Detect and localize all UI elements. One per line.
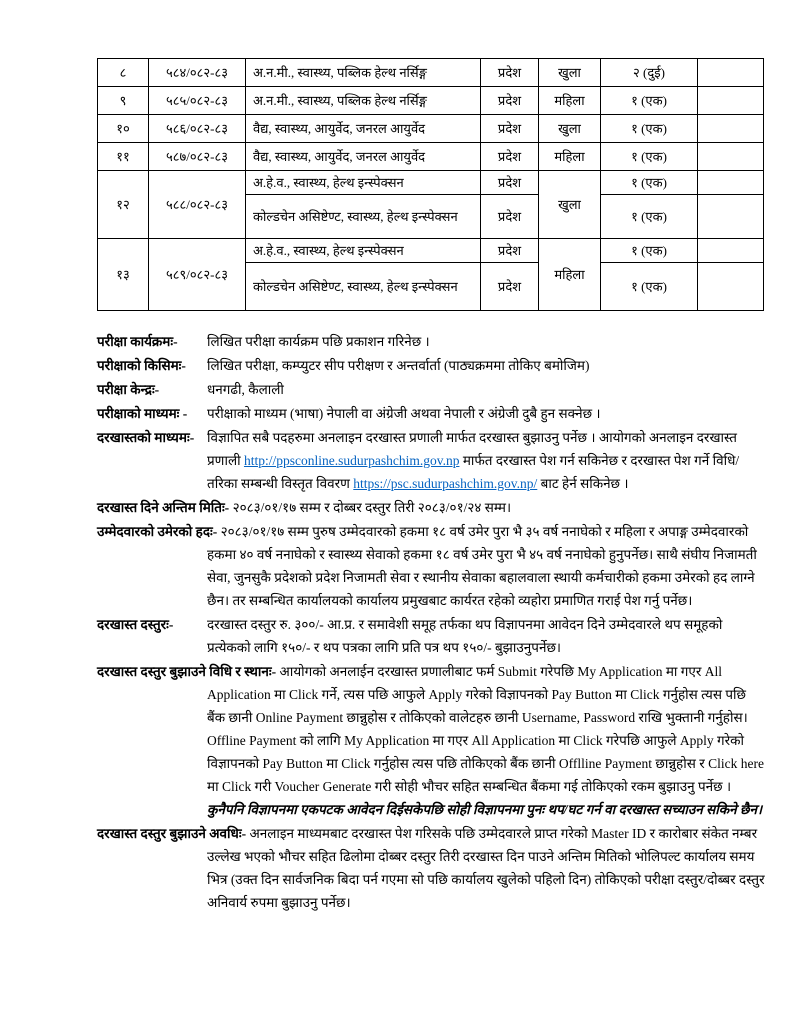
advt-no-cell: ५८६/०८२-८३ xyxy=(149,115,246,143)
exam-medium-row xyxy=(97,402,765,425)
fee-payment-method-row xyxy=(97,660,765,821)
fee-payment-method-value: आयोगको अनलाईन दरखास्त प्रणालीबाट फर्म Submit गरेपछि My Application मा गएर All Application मा Click गर्ने, त्यस पछि आफुले Apply गरेको विज्ञापनको Pay Button मा Click गर्नुहोस त्यस पछि बैंक छानी Online Payment छान्नुहोस र तोकिएको वालेटहरु छानी Username, Password राखि भुक्तानी गर्नुहोस। Offline Payment को लागि My Application मा गएर All Application मा Click गरेपछि आफुले Apply गरेको विज्ञापनको Pay Button मा Click गर्नुहोस त्यस पछि तोकिएको बैंक छानी Offlline Payment छान्नुहोस र Click here मा Click गरी Voucher Generate गरी सोही भौचर सहित सम्बन्धित बैंकमा गई तोकिएको रकम बुझाउनु पर्नेछ । xyxy=(207,664,764,794)
remarks-cell xyxy=(698,171,764,195)
vacancy-table xyxy=(97,58,764,311)
category-cell: खुला xyxy=(539,115,601,143)
ppsconline-link[interactable]: http://ppsconline.sudurpashchim.gov.np xyxy=(243,453,460,468)
application-medium-label: दरखास्तको माध्यमः- xyxy=(97,430,195,445)
sn-cell: ९ xyxy=(98,87,149,115)
category-cell: खुला xyxy=(539,171,601,239)
level-cell: प्रदेश xyxy=(481,195,539,239)
post-cell: अ.हे.व., स्वास्थ्य, हेल्थ इन्स्पेक्सन xyxy=(246,239,481,263)
exam-center-row xyxy=(97,378,765,401)
remarks-cell xyxy=(698,239,764,263)
table-row xyxy=(98,143,764,171)
level-cell: प्रदेश xyxy=(481,239,539,263)
post-cell: वैद्य, स्वास्थ्य, आयुर्वेद, जनरल आयुर्वेद xyxy=(246,115,481,143)
exam-type-row xyxy=(97,354,765,377)
level-cell: प्रदेश xyxy=(481,87,539,115)
level-cell: प्रदेश xyxy=(481,143,539,171)
age-limit-value: २०८३/०१/१७ सम्म पुरुष उम्मेदवारको हकमा १८ वर्ष उमेर पुरा भै ३५ वर्ष ननाघेको र महिला र अपाङ्ग उम्मेदवारको हकमा ४० वर्ष ननाघेको र स्वास्थ्य सेवाको हकमा १८ वर्ष उमेर पुरा भै ४५ वर्ष ननाघेको हुनुपर्नेछ। साथै संघीय निजामती सेवा, जुनसुकै प्रदेशको प्रदेश निजामती सेवा र स्थानीय सेवाका बहालवाला स्थायी कर्मचारीको हकमा उमेरको हद लाग्ने छैन। तर सम्बन्धित कार्यालयको कार्यालय प्रमुखबाट कार्यरत रहेको व्यहोरा प्रमाणित गराई पेश गर्नु पर्नेछ। xyxy=(207,524,757,608)
exam-program-value: लिखित परीक्षा कार्यक्रम पछि प्रकाशन गरिनेछ । xyxy=(207,334,430,349)
remarks-cell xyxy=(698,59,764,87)
sn-cell: १३ xyxy=(98,239,149,311)
application-medium-text: विज्ञापित सबै पदहरुमा अनलाइन दरखास्त प्रणाली मार्फत दरखास्त बुझाउनु पर्नेछ । आयोगको अनलाइन दरखास्त प्रणाली xyxy=(207,430,737,468)
remarks-cell xyxy=(698,195,764,239)
table-row xyxy=(98,115,764,143)
advt-no-cell: ५८५/०८२-८३ xyxy=(149,87,246,115)
category-cell: खुला xyxy=(539,59,601,87)
sn-cell: १० xyxy=(98,115,149,143)
fee-payment-period-row xyxy=(97,822,765,914)
fee-payment-period-label: दरखास्त दस्तुर बुझाउने अवधिः- xyxy=(97,826,247,841)
category-cell: महिला xyxy=(539,143,601,171)
application-medium-text: मार्फत दरखास्त पेश गर्न सकिनेछ र दरखास्त पेश गर्ने विधि/तरिका सम्बन्धी विस्तृत विवरण xyxy=(207,453,740,491)
advt-no-cell: ५८७/०८२-८३ xyxy=(149,143,246,171)
exam-center-value: धनगढी, कैलाली xyxy=(207,382,284,397)
application-deadline-row xyxy=(97,496,765,519)
exam-program-label: परीक्षा कार्यक्रमः- xyxy=(97,334,178,349)
advt-no-cell: ५८८/०८२-८३ xyxy=(149,171,246,239)
exam-center-label: परीक्षा केन्द्रः- xyxy=(97,382,160,397)
psc-website-link[interactable]: https://psc.sudurpashchim.gov.np/ xyxy=(353,476,538,491)
level-cell: प्रदेश xyxy=(481,263,539,311)
count-cell: १ (एक) xyxy=(601,143,698,171)
remarks-cell xyxy=(698,87,764,115)
age-limit-row xyxy=(97,520,765,612)
exam-medium-label: परीक्षाको माध्यमः - xyxy=(97,406,188,421)
count-cell: १ (एक) xyxy=(601,171,698,195)
category-cell: महिला xyxy=(539,87,601,115)
remarks-cell xyxy=(698,263,764,311)
application-deadline-value: २०८३/०१/१७ सम्म र दोब्बर दस्तुर तिरी २०८३/०१/२४ सम्म। xyxy=(229,500,512,515)
table-row xyxy=(98,87,764,115)
no-resubmission-note: कुनैपनि विज्ञापनमा एकपटक आवेदन दिईसकेपछि सोही विज्ञापनमा पुनः थप/घट गर्न वा दरखास्त सच्याउन सकिने छैन। xyxy=(207,802,763,817)
exam-program-row xyxy=(97,330,765,353)
count-cell: १ (एक) xyxy=(601,263,698,311)
exam-type-value: लिखित परीक्षा, कम्प्युटर सीप परीक्षण र अन्तर्वार्ता (पाठ्यक्रममा तोकिए बमोजिम) xyxy=(207,358,590,373)
remarks-cell xyxy=(698,143,764,171)
fee-payment-method-label: दरखास्त दस्तुर बुझाउने विधि र स्थानः- xyxy=(97,664,277,679)
remarks-cell xyxy=(698,115,764,143)
post-cell: कोल्डचेन असिष्टेण्ट, स्वास्थ्य, हेल्थ इन्स्पेक्सन xyxy=(246,195,481,239)
count-cell: १ (एक) xyxy=(601,195,698,239)
advt-no-cell: ५८९/०८२-८३ xyxy=(149,239,246,311)
application-fee-row xyxy=(97,613,765,659)
count-cell: १ (एक) xyxy=(601,239,698,263)
level-cell: प्रदेश xyxy=(481,115,539,143)
application-medium-text: बाट हेर्न सकिनेछ । xyxy=(537,476,629,491)
exam-medium-value: परीक्षाको माध्यम (भाषा) नेपाली वा अंग्रेजी अथवा नेपाली र अंग्रेजी दुबै हुन सक्नेछ । xyxy=(207,406,601,421)
exam-type-label: परीक्षाको किसिमः- xyxy=(97,358,186,373)
notice-details xyxy=(97,330,765,914)
table-row xyxy=(98,171,764,195)
level-cell: प्रदेश xyxy=(481,171,539,195)
application-deadline-label: दरखास्त दिने अन्तिम मितिः- xyxy=(97,500,230,515)
table-row xyxy=(98,239,764,263)
advt-no-cell: ५८४/०८२-८३ xyxy=(149,59,246,87)
post-cell: अ.न.मी., स्वास्थ्य, पब्लिक हेल्थ नर्सिङ्ग xyxy=(246,87,481,115)
sn-cell: १२ xyxy=(98,171,149,239)
count-cell: २ (दुई) xyxy=(601,59,698,87)
level-cell: प्रदेश xyxy=(481,59,539,87)
application-medium-row xyxy=(97,426,765,495)
category-cell: महिला xyxy=(539,239,601,311)
table-row xyxy=(98,59,764,87)
age-limit-label: उम्मेदवारको उमेरको हदः- xyxy=(97,524,218,539)
fee-payment-period-value: अनलाइन माध्यमबाट दरखास्त पेश गरिसके पछि उम्मेदवारले प्राप्त गरेको Master ID र कारोबार संकेत नम्बर उल्लेख भएको भौचर सहित ढिलोमा दोब्बर दस्तुर तिरी दरखास्त दिन पाउने अन्तिम मितिको भोलिपल्ट कार्यालय समय भित्र (उक्त दिन सार्वजनिक बिदा पर्न गएमा सो पछि कार्यालय खुलेको पहिलो दिन) तोकिएको परीक्षा दस्तुर/दोब्बर दस्तुर अनिवार्य रुपमा बुझाउनु पर्नेछ। xyxy=(207,826,765,910)
post-cell: वैद्य, स्वास्थ्य, आयुर्वेद, जनरल आयुर्वेद xyxy=(246,143,481,171)
post-cell: अ.हे.व., स्वास्थ्य, हेल्थ इन्स्पेक्सन xyxy=(246,171,481,195)
post-cell: कोल्डचेन असिष्टेण्ट, स्वास्थ्य, हेल्थ इन्स्पेक्सन xyxy=(246,263,481,311)
sn-cell: ११ xyxy=(98,143,149,171)
application-fee-value: दरखास्त दस्तुर रु. ३००/- आ.प्र. र समावेशी समूह तर्फका थप विज्ञापनमा आवेदन दिने उम्मेदवारले थप समूहको प्रत्येकको लागि १५०/- र थप पत्रका लागि प्रति पत्र थप १५०/- बुझाउनुपर्नेछ। xyxy=(207,617,723,655)
post-cell: अ.न.मी., स्वास्थ्य, पब्लिक हेल्थ नर्सिङ्ग xyxy=(246,59,481,87)
sn-cell: ८ xyxy=(98,59,149,87)
application-fee-label: दरखास्त दस्तुरः- xyxy=(97,617,174,632)
count-cell: १ (एक) xyxy=(601,87,698,115)
count-cell: १ (एक) xyxy=(601,115,698,143)
